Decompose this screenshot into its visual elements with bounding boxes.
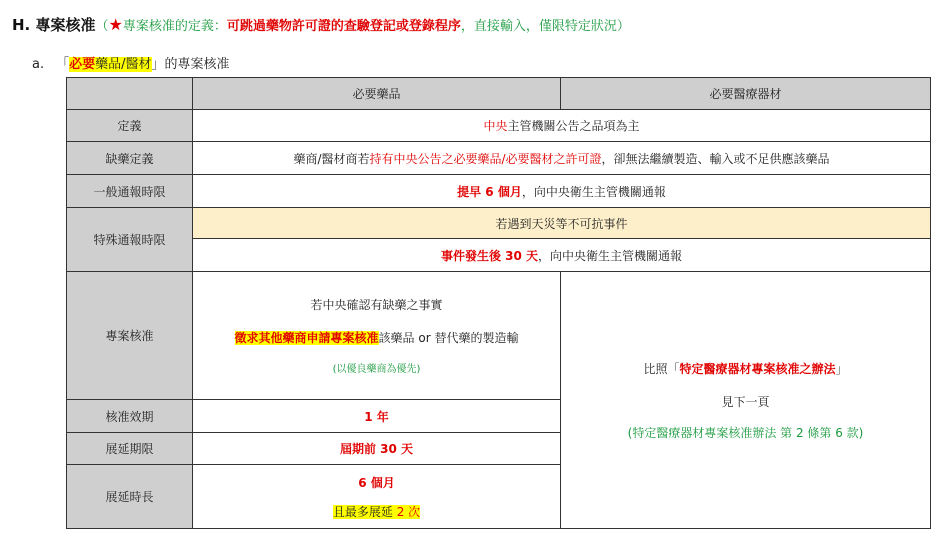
- approval-line2: [197, 329, 556, 346]
- shortage-red-text: 持有中央公告之必要藥品/必要醫材之許可證: [369, 151, 602, 166]
- approval-cell: [193, 272, 561, 400]
- extension-note-pre: 且最多展延: [332, 504, 397, 519]
- extension-length-cell: [193, 465, 561, 529]
- row-label-definition: 定義: [67, 110, 193, 142]
- heading-open-paren: （: [95, 19, 109, 34]
- definition-red-text: 中央: [483, 119, 508, 133]
- shortage-post-text: ，卻無法繼續製造、輸入或不足供應該藥品: [601, 151, 830, 166]
- row-label-extension-length: 展延時長: [67, 465, 193, 529]
- heading-definition-label: 專案核准的定義：: [122, 19, 227, 34]
- device-approval-cell: [561, 272, 931, 529]
- shortage-definition-cell: [193, 142, 931, 175]
- device-line1-post: 」: [835, 361, 848, 376]
- header-corner-cell: [67, 78, 193, 110]
- special-notice-red-text: 事件發生後 30 天: [440, 248, 539, 263]
- row-label-general-notice: 一般通報時限: [67, 175, 193, 208]
- section-title: H. 專案核准: [12, 16, 96, 34]
- row-label-special-notice: 特殊通報時限: [67, 208, 193, 272]
- approval-line1: 若中央確認有缺藥之事實: [310, 298, 443, 312]
- special-notice-cell: [193, 239, 931, 272]
- device-line2: 見下一頁: [721, 394, 770, 409]
- approval-highlight: 徵求其他藥商申請專案核准: [234, 331, 379, 345]
- device-line1-red: 特定醫療器材專案核准之辦法: [679, 361, 836, 376]
- subheading-highlight-red: 必要: [69, 57, 96, 72]
- list-marker: a.: [32, 57, 45, 72]
- header-essential-drugs: 必要藥品: [193, 78, 561, 110]
- device-line3: (特定醫療器材專案核准辦法 第 2 條第 6 款): [627, 425, 864, 440]
- row-label-approval: 專案核准: [67, 272, 193, 400]
- table-row: [67, 175, 931, 208]
- extension-deadline-value: 屆期前 30 天: [193, 433, 561, 465]
- extension-length-value: 6 個月: [358, 475, 395, 490]
- special-notice-condition-cell: 若遇到天災等不可抗事件: [193, 208, 931, 239]
- extension-length-note: [197, 503, 556, 520]
- subheading-close: 」的專案核准: [151, 57, 230, 72]
- approval-line2-rest: 該藥品 or 替代藥的製造輸: [378, 331, 519, 345]
- table-row: [67, 208, 931, 239]
- device-line1-pre: 比照「: [643, 361, 680, 376]
- validity-value: 1 年: [193, 400, 561, 433]
- subheading-highlight-rest: 藥品/醫材: [95, 57, 152, 72]
- section-heading: [12, 14, 630, 35]
- approval-note: (以優良藥商為優先): [332, 364, 421, 375]
- table-row: [67, 272, 931, 400]
- general-notice-red-text: 提早 6 個月: [457, 184, 522, 199]
- subheading: [32, 53, 230, 72]
- row-label-validity: 核准效期: [67, 400, 193, 433]
- header-essential-devices: 必要醫療器材: [561, 78, 931, 110]
- table-row: [67, 142, 931, 175]
- device-line1: [565, 360, 926, 377]
- heading-definition-tail: ，直接輸入，僅限特定狀況）: [460, 19, 630, 34]
- star-icon: ★: [108, 15, 123, 34]
- definition-cell: [193, 110, 931, 142]
- row-label-extension-deadline: 展延期限: [67, 433, 193, 465]
- row-label-shortage-definition: 缺藥定義: [67, 142, 193, 175]
- special-notice-text: ，向中央衛生主管機關通報: [538, 248, 683, 263]
- extension-note-highlight: 2 次: [396, 504, 421, 519]
- general-notice-text: ，向中央衛生主管機關通報: [521, 184, 666, 199]
- general-notice-cell: [193, 175, 931, 208]
- table-header-row: [67, 78, 931, 110]
- table-row: [67, 239, 931, 272]
- shortage-pre-text: 藥商/醫材商若: [293, 151, 370, 166]
- subheading-open: 「: [56, 57, 70, 72]
- heading-definition-highlight: 可跳過藥物許可證的查驗登記或登錄程序: [226, 19, 461, 34]
- definition-text: 主管機關公告之品項為主: [507, 119, 640, 133]
- table-row: [67, 110, 931, 142]
- approval-table: [66, 77, 931, 529]
